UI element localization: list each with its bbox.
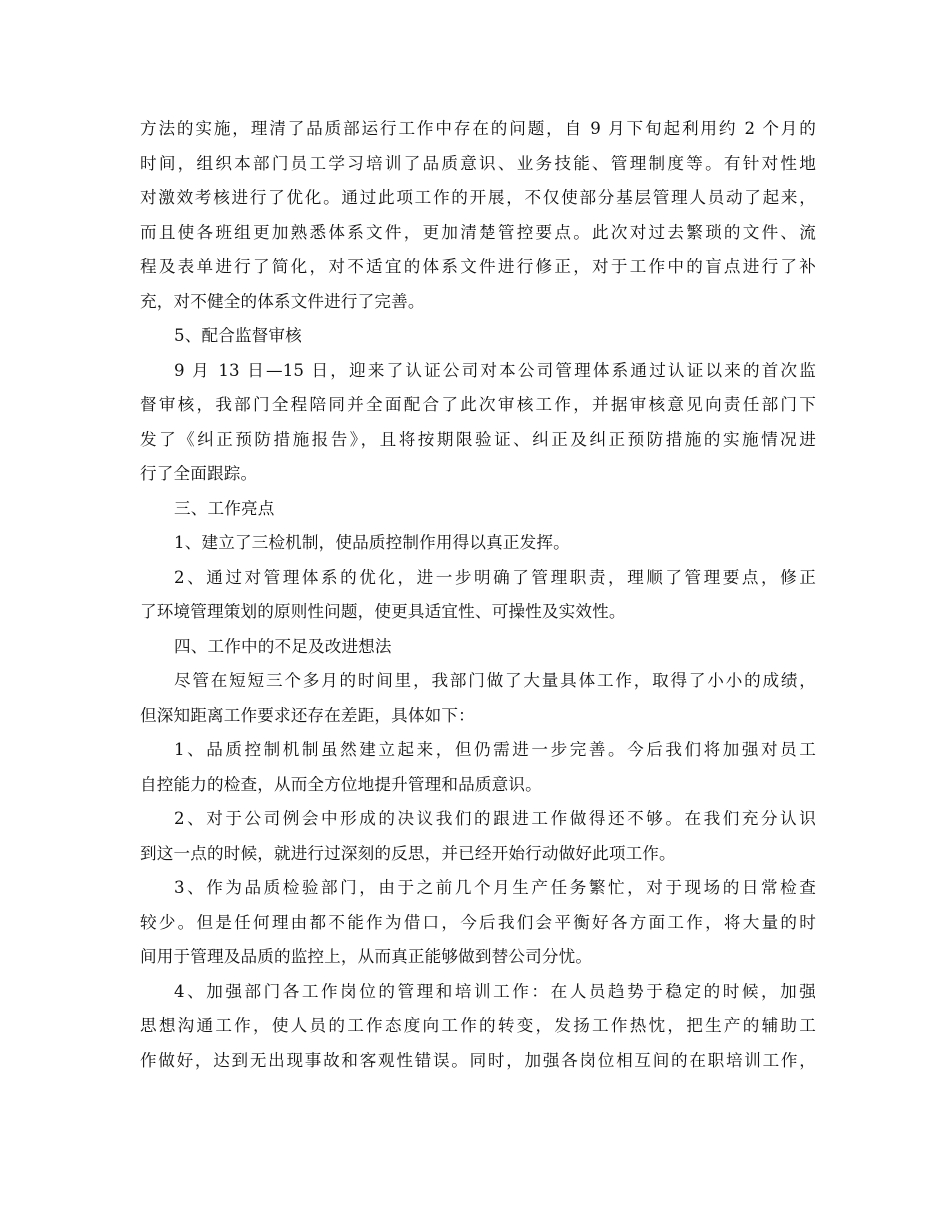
section-heading: 5、配合监督审核 bbox=[174, 326, 302, 345]
text-line: 2、对于公司例会中形成的决议我们的跟进工作做得还不够。在我们充分认识 bbox=[174, 809, 816, 828]
text-line: 了环境管理策划的原则性问题，使更具适宜性、可操性及实效性。 bbox=[140, 602, 626, 621]
text-line: 督审核，我部门全程陪同并全面配合了此次审核工作，并据审核意见向责任部门下 bbox=[140, 395, 816, 414]
text-line: 1、品质控制机制虽然建立起来，但仍需进一步完善。今后我们将加强对员工 bbox=[174, 740, 816, 759]
text-line: 间用于管理及品质的监控上，从而真正能够做到替公司分忧。 bbox=[140, 947, 593, 966]
text-line: 1、建立了三检机制，使品质控制作用得以真正发挥。 bbox=[174, 533, 570, 552]
section-heading: 四、工作中的不足及改进想法 bbox=[174, 636, 392, 656]
text-line: 较少。但是任何理由都不能作为借口，今后我们会平衡好各方面工作，将大量的时 bbox=[140, 912, 816, 932]
text-line: 程及表单进行了简化，对不适宜的体系文件进行修正，对于工作中的盲点进行了补 bbox=[140, 257, 816, 276]
document-body bbox=[140, 112, 816, 1078]
text-line: 4、加强部门各工作岗位的管理和培训工作：在人员趋势于稳定的时候，加强 bbox=[174, 981, 816, 1001]
text-line: 3、作为品质检验部门，由于之前几个月生产任务繁忙，对于现场的日常检查 bbox=[174, 878, 816, 897]
text-line: 作做好，达到无出现事故和客观性错误。同时，加强各岗位相互间的在职培训工作， bbox=[140, 1050, 816, 1070]
text-line: 而且使各班组更加熟悉体系文件，更加清楚管控要点。此次对过去繁琐的文件、流 bbox=[140, 222, 816, 242]
text-line: 对激效考核进行了优化。通过此项工作的开展，不仅使部分基层管理人员动了起来， bbox=[140, 188, 816, 207]
text-line: 发了《纠正预防措施报告》，且将按期限验证、纠正及纠正预防措施的实施情况进 bbox=[140, 429, 816, 449]
text-line: 充，对不健全的体系文件进行了完善。 bbox=[140, 291, 425, 311]
text-line: 9 月 13 日—15 日，迎来了认证公司对本公司管理体系通过认证以来的首次监 bbox=[174, 360, 816, 380]
text-line: 到这一点的时候，就进行过深刻的反思，并已经开始行动做好此项工作。 bbox=[140, 843, 676, 863]
text-line: 方法的实施，理清了品质部运行工作中存在的问题，自 9 月下旬起利用约 2 个月的 bbox=[140, 119, 816, 138]
section-heading: 三、工作亮点 bbox=[174, 498, 275, 518]
text-line: 尽管在短短三个多月的时间里，我部门做了大量具体工作，取得了小小的成绩， bbox=[174, 671, 816, 690]
text-line: 时间，组织本部门员工学习培训了品质意识、业务技能、管理制度等。有针对性地 bbox=[140, 153, 816, 173]
text-line: 但深知距离工作要求还存在差距，具体如下： bbox=[140, 705, 475, 725]
text-line: 自控能力的检查，从而全方位地提升管理和品质意识。 bbox=[140, 774, 542, 794]
text-line: 2、通过对管理体系的优化，进一步明确了管理职责，理顺了管理要点，修正 bbox=[174, 567, 816, 587]
text-line: 行了全面跟踪。 bbox=[140, 464, 258, 483]
text-line: 思想沟通工作，使人员的工作态度向工作的转变，发扬工作热忱，把生产的辅助工 bbox=[140, 1016, 816, 1035]
